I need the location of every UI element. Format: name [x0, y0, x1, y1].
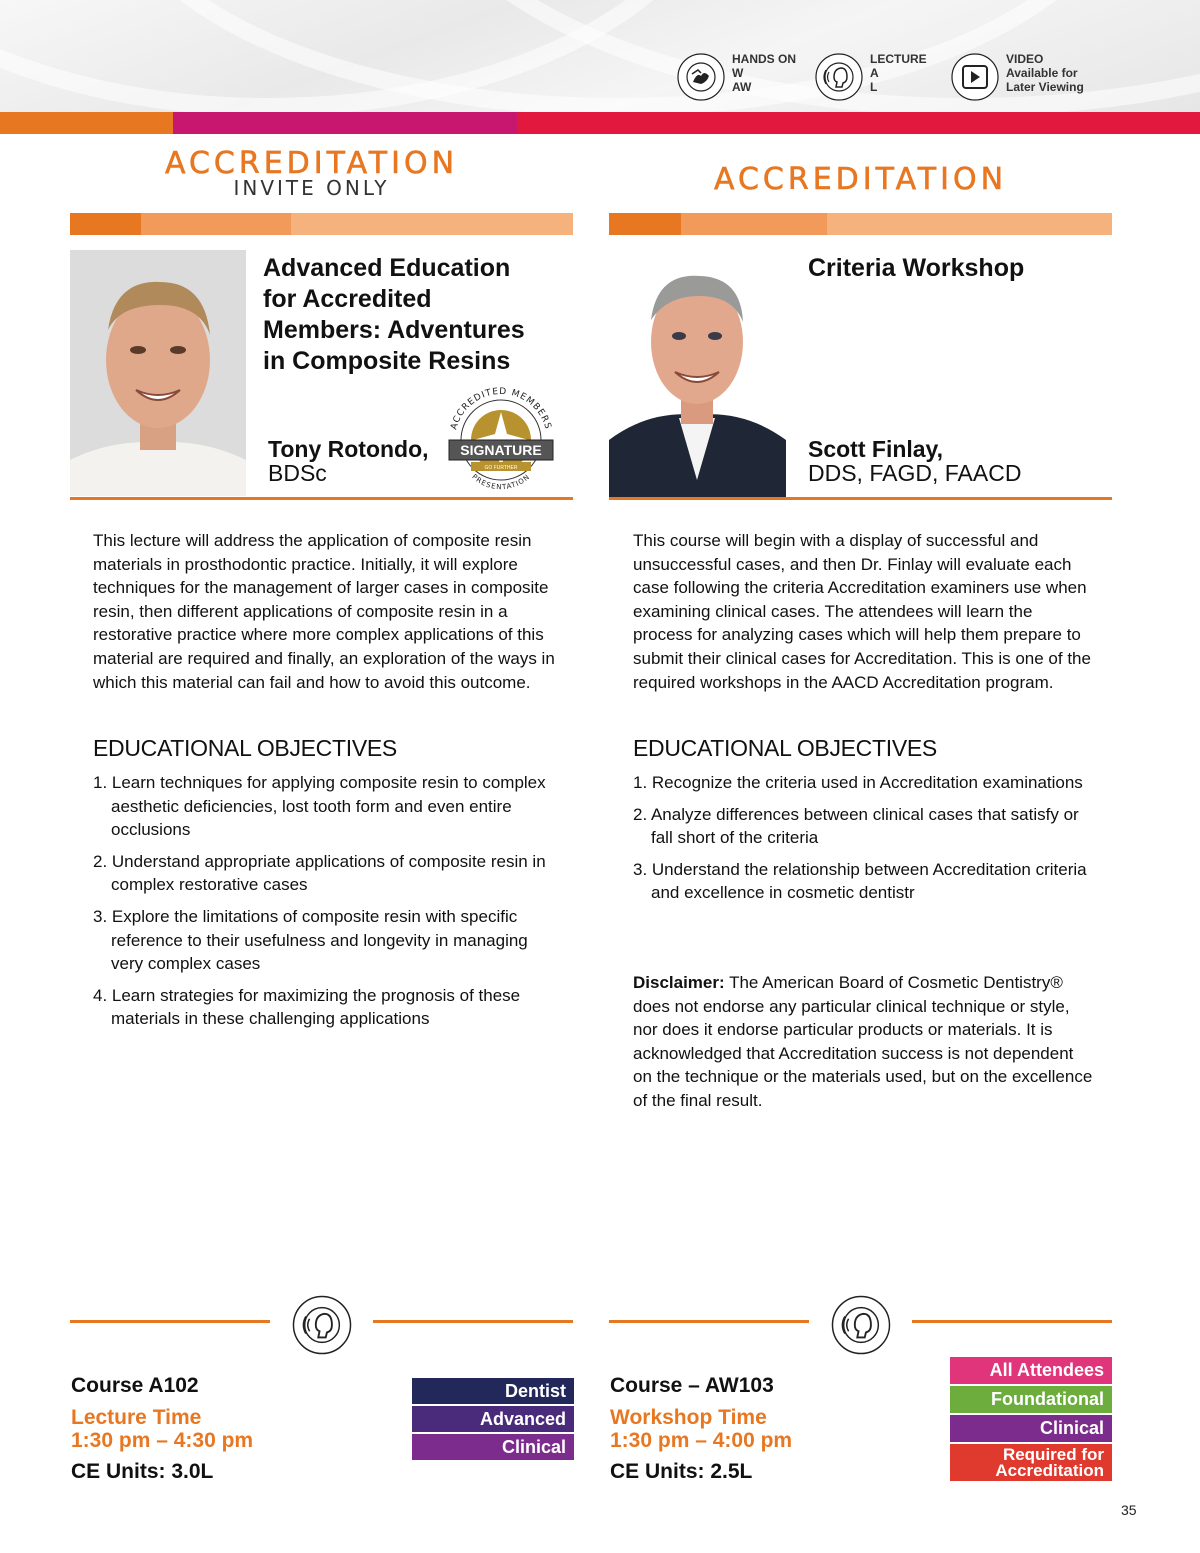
left-course-title: Advanced Education for Accredited Members: Adventures in Composite Resins — [263, 254, 525, 375]
right-speaker-name: Scott Finlay, — [808, 436, 944, 462]
left-footer-line-a — [70, 1320, 270, 1323]
objective-item: 2. Understand appropriate applications of composite resin in complex restorative cases — [93, 851, 546, 895]
left-time-label: Lecture Time — [71, 1406, 202, 1429]
right-objectives-list — [633, 771, 1093, 913]
left-tags — [412, 1378, 574, 1462]
objective-item: 2. Analyze differences between clinical cases that satisfy or fall short of the criteria — [633, 804, 1079, 848]
page-number: 35 — [1121, 1502, 1137, 1518]
legend-lecture: LECTURE A L — [814, 52, 927, 108]
disclaimer-text: The American Board of Cosmetic Dentistry® does not endorse any particular clinical technique or style, nor does it endorse particular products or materials. It is acknowledged that Accreditation success is not dependent on the technique or the materials used, but on the excellence of the final result. — [633, 973, 1093, 1110]
right-section-title: ACCREDITATION — [713, 162, 1008, 197]
speaker-photo-tony-rotondo — [70, 250, 246, 496]
left-time-value: 1:30 pm – 4:30 pm — [71, 1429, 254, 1452]
right-lecture-icon — [830, 1294, 892, 1356]
left-accent-bar — [70, 213, 573, 235]
legend-hands-on: HANDS ON W AW — [676, 52, 796, 108]
tag-foundational: Foundational — [950, 1386, 1112, 1413]
disclaimer — [633, 971, 1095, 1113]
svg-text:ACCREDITED MEMBERS: ACCREDITED MEMBERS — [449, 386, 553, 431]
left-speaker-name: Tony Rotondo, — [268, 436, 429, 462]
objective-item: 4. Learn strategies for maximizing the prognosis of these materials in these challenging applications — [93, 985, 521, 1029]
left-footer-line-b — [373, 1320, 573, 1323]
objective-item: 3. Understand the relationship between Accreditation criteria and excellence in cosmetic dentistr — [633, 859, 1087, 903]
left-section-title: ACCREDITATION — [164, 146, 459, 181]
tag-dentist: Dentist — [412, 1378, 574, 1404]
left-speaker-credentials: BDSc — [268, 460, 327, 486]
left-ce-units: CE Units: 3.0L — [71, 1460, 214, 1483]
tag-all-attendees: All Attendees — [950, 1357, 1112, 1384]
video-icon — [950, 52, 1000, 102]
right-ce-units: CE Units: 2.5L — [610, 1460, 753, 1483]
left-objectives-list — [93, 771, 563, 1039]
disclaimer-label: Disclaimer: — [633, 973, 725, 992]
right-tags — [950, 1357, 1112, 1483]
right-accent-bar — [609, 213, 1112, 235]
left-section-subtitle: INVITE ONLY — [233, 176, 390, 200]
speaker-photo-scott-finlay — [609, 250, 786, 498]
tag-clinical: Clinical — [412, 1434, 574, 1460]
right-course-title: Criteria Workshop — [808, 254, 1025, 282]
legend-video: VIDEO Available for Later Viewing — [950, 52, 1084, 108]
right-time-value: 1:30 pm – 4:00 pm — [610, 1429, 793, 1452]
tag-clinical: Clinical — [950, 1415, 1112, 1442]
left-header-underline — [70, 497, 573, 500]
right-footer-line-a — [609, 1320, 809, 1323]
svg-text:SIGNATURE: SIGNATURE — [460, 442, 542, 458]
right-time-label: Workshop Time — [610, 1406, 767, 1429]
svg-text:PRESENTATION: PRESENTATION — [470, 472, 532, 492]
right-objectives-heading: EDUCATIONAL OBJECTIVES — [633, 735, 937, 761]
right-header-underline — [609, 497, 1112, 500]
objective-item: 1. Learn techniques for applying composite resin to complex aesthetic deficiencies, lost tooth form and even entire occlusions — [93, 773, 546, 840]
hands-on-icon — [676, 52, 726, 102]
objective-item: 1. Recognize the criteria used in Accreditation examinations — [633, 773, 1083, 792]
svg-text:GO FURTHER: GO FURTHER — [484, 465, 518, 471]
lecture-icon — [814, 52, 864, 102]
header-color-bar — [0, 112, 1200, 134]
right-course-code: Course – AW103 — [610, 1374, 774, 1397]
right-description: This course will begin with a display of successful and unsuccessful cases, and then Dr. Finlay will evaluate each case following the criteria Accreditation examiners use when examining clinical cases. The attendees will learn the process for analyzing cases which will help them prepare to submit their clinical cases for Accreditation. This is one of the required workshops in the AACD Accreditation program. — [633, 531, 1091, 692]
left-course-code: Course A102 — [71, 1374, 199, 1397]
signature-presentation-badge — [441, 382, 561, 492]
left-objectives-heading: EDUCATIONAL OBJECTIVES — [93, 735, 397, 761]
tag-required-for-accreditation: Required for Accreditation — [950, 1444, 1112, 1481]
left-lecture-icon — [291, 1294, 353, 1356]
left-description: This lecture will address the application of composite resin materials in prosthodontic practice. Initially, it will explore techniques for the management of larger cases in composite resin, then different applications of composite resin in a restorative practice where more complex applications of this material are required and finally, an exploration of the ways in which this material can fail and how to avoid this outcome. — [93, 531, 555, 692]
right-footer-line-b — [912, 1320, 1112, 1323]
tag-advanced: Advanced — [412, 1406, 574, 1432]
right-speaker-credentials: DDS, FAGD, FAACD — [808, 460, 1022, 486]
objective-item: 3. Explore the limitations of composite resin with specific reference to their usefulness and longevity in managing very complex cases — [93, 906, 528, 974]
